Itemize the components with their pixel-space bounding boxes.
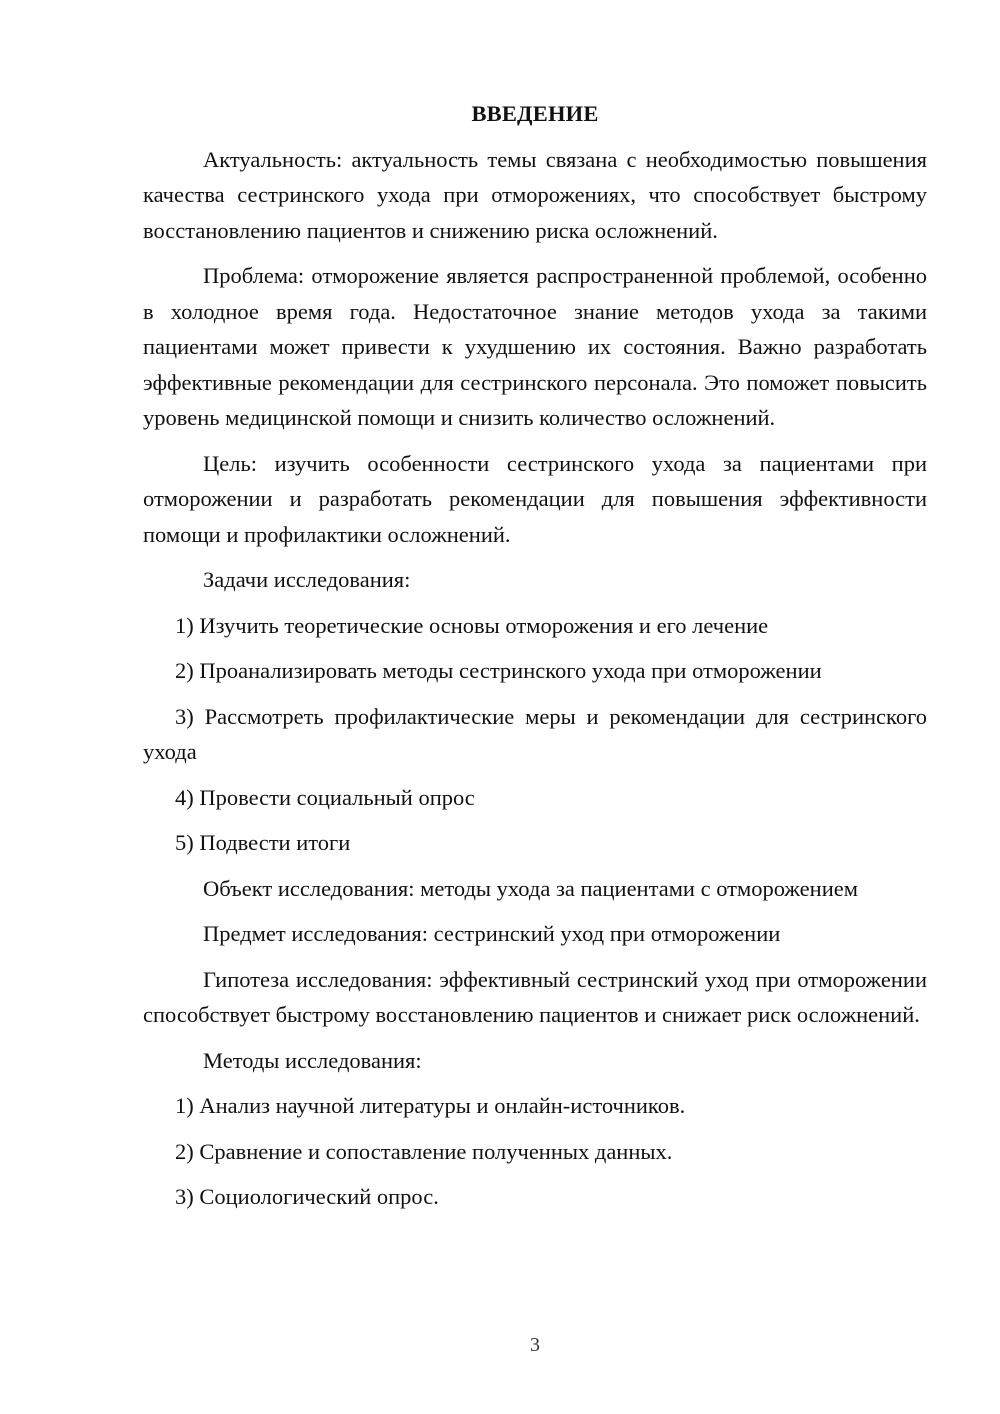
task-item-5: 5) Подвести итоги — [175, 830, 351, 855]
problem-paragraph: Проблема: отморожение является распространенной проблемой, особенно в холодное время года. Недостаточное знание методов ухода за такими пациентами может привести к ухудшению их состояния. Важно разработать эффективные рекомендации для сестринского персонала. Это поможет повысить уровень медицинской помощи и снизить количество осложнений. — [143, 263, 927, 430]
method-item-3: 3) Социологический опрос. — [175, 1184, 439, 1209]
task-item-1: 1) Изучить теоретические основы отморожения и его лечение — [175, 612, 769, 638]
task-item-2: 2) Проанализировать методы сестринского ухода при отморожении — [175, 658, 822, 683]
relevance-paragraph: Актуальность: актуальность темы связана с необходимостью повышения качества сестринского ухода при отморожениях, что способствует быстрому восстановлению пациентов и снижению риска осложнений. — [143, 146, 927, 243]
methods-heading: Методы исследования: — [203, 1047, 422, 1073]
task-item-3: 3) Рассмотреть профилактические меры и рекомендации для сестринского ухода — [143, 703, 927, 764]
goal-paragraph: Цель: изучить особенности сестринского ухода за пациентами при отморожении и разработать рекомендации для повышения эффективности помощи и профилактики осложнений. — [143, 450, 927, 547]
page-number: 3 — [530, 1334, 540, 1356]
object-paragraph: Объект исследования: методы ухода за пациентами с отморожением — [203, 875, 858, 901]
section-title: ВВЕДЕНИЕ — [471, 101, 599, 126]
task-item-4: 4) Провести социальный опрос — [175, 784, 475, 810]
page-content — [143, 96, 927, 1225]
hypothesis-paragraph: Гипотеза исследования: эффективный сестринский уход при отморожении способствует быстрому восстановлению пациентов и снижает риск осложнений. — [143, 966, 927, 1027]
method-item-2: 2) Сравнение и сопоставление полученных данных. — [175, 1138, 673, 1164]
tasks-heading: Задачи исследования: — [203, 567, 411, 592]
method-item-1: 1) Анализ научной литературы и онлайн-источников. — [175, 1093, 686, 1118]
subject-paragraph: Предмет исследования: сестринский уход при отморожении — [203, 921, 781, 946]
